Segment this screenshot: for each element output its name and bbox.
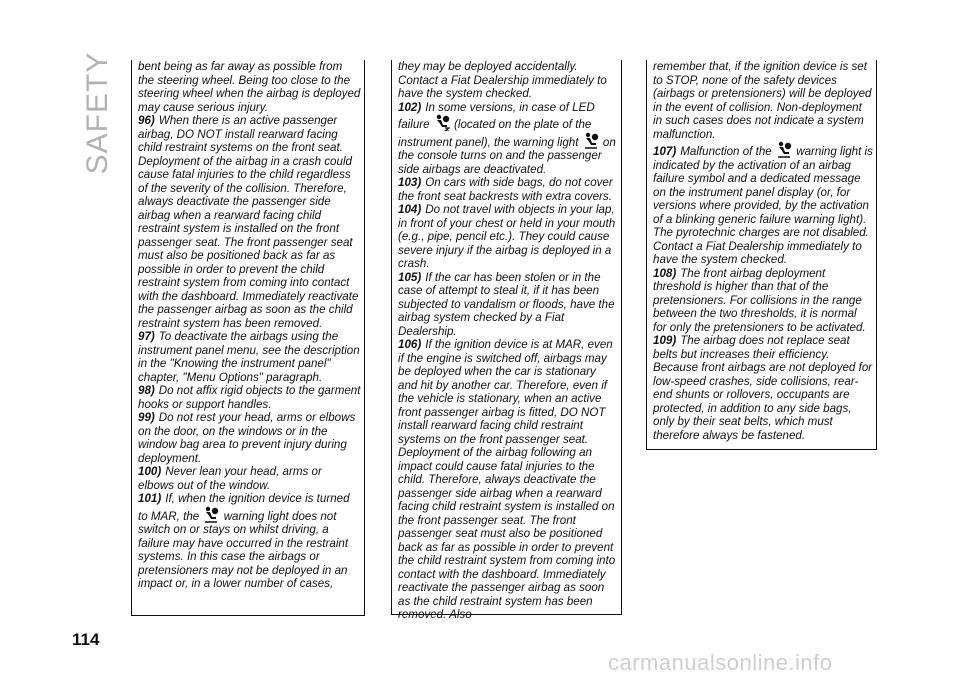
text-column-2 — [391, 60, 622, 621]
note-number: 100) — [138, 465, 162, 478]
note-99: 99) Do not rest your head, arms or elbows on the door, on the windows or in the window bag area to prevent injury during deployment. — [138, 411, 356, 465]
paragraph: they may be deployed accidentally. Contact a Fiat Dealership immediately to have the system checked. — [398, 60, 607, 100]
paragraph: bent being as far away as possible from the steering wheel. Being too close to the steering wheel when the airbag is deployed may cause serious injury. — [138, 60, 361, 114]
note-96: 96) When there is an active passenger airbag, DO NOT install rearward facing child restraint systems on the front seat. Deployment of the airbag in a crash could cause fatal injuries to the child regardless of the severity of the collision. Therefore, always deactivate the passenger side airbag when a rearward facing child restraint system is installed on the front passenger seat. The front passenger seat must also be positioned back as far as possible in order to prevent the child restraint system from coming into contact with the dashboard. Immediately reactivate the passenger airbag as soon as the child restraint system has been removed. — [138, 114, 359, 330]
note-number: 103) — [398, 176, 422, 189]
note-98: 98) Do not affix rigid objects to the garment hooks or support handles. — [138, 384, 361, 411]
note-number: 96) — [138, 114, 155, 127]
note-106: 106) If the ignition device is at MAR, even if the engine is switched off, airbags may be deployed when the car is stationary and hit by another car. Therefore, even if the vehicle is stationary, when an active front passenger airbag is fitted, DO NOT install rearward facing child restraint systems on the front passenger seat. Deployment of the airbag following an impact could cause fatal injuries to the child. Therefore, always deactivate the passenger side airbag when a rearward facing child restraint system is installed on the front passenger seat. The front passenger seat must also be positioned back as far as possible in order to prevent the child restraint system from coming into contact with the dashboard. Immediately reactivate the passenger airbag as soon as the child restraint system has been removed. Also — [398, 338, 616, 621]
page-number: 114 — [72, 630, 100, 649]
note-number: 102) — [398, 100, 422, 114]
note-108: 108) The front airbag deployment threshold is higher than that of the pretensioners. For collisions in the range between the two thresholds, it is normal for only the pretensioners to be activated. — [653, 266, 866, 334]
note-105: 105) If the car has been stolen or in the case of attempt to steal it, if it has been subjected to vandalism or floods, have the airbag system checked by a Fiat Dealership. — [398, 270, 615, 338]
airbag-warning-icon — [203, 506, 219, 523]
note-100: 100) Never lean your head, arms or elbows out of the window. — [138, 465, 322, 492]
text-column-1 — [131, 60, 365, 616]
note-number: 97) — [138, 330, 155, 343]
note-102: 102) In some versions, in case of LED failure (located on the plate of the instrument panel), the warning light on the console turns on and the passenger side airbags are deactivated. — [398, 100, 616, 176]
note-97: 97) To deactivate the airbags using the instrument panel menu, see the description in the "Knowing the instrument panel" chapter, "Menu Options" paragraph. — [138, 330, 360, 384]
airbag-warning-icon — [776, 141, 792, 158]
text-column-3 — [646, 60, 877, 450]
note-number: 104) — [398, 203, 422, 216]
note-103: 103) On cars with side bags, do not cover the front seat backrests with extra covers. — [398, 176, 613, 203]
section-title-text: SAFETY — [81, 51, 114, 175]
note-109: 109) The airbag does not replace seat belts but increases their efficiency. Because front airbags are not deployed for low-speed crashes, side collisions, rear-end shunts or rollovers, occupants are protected, in addition to any side bags, only by their seat belts, which must therefore always be fastened. — [653, 334, 873, 442]
note-number: 105) — [398, 270, 422, 284]
paragraph: remember that, if the ignition device is set to STOP, none of the safety devices (airbags or pretensioners) will be deployed in the event of collision. Non-deployment in such cases does not indicate a system malfunction. — [653, 60, 872, 141]
note-number: 109) — [653, 334, 677, 347]
note-101: 101) If, when the ignition device is turned to MAR, the warning light does not switch on or stays on whilst driving, a failure may have occurred in the restraint systems. In this case the airbags or pretensioners may not be deployed in an impact or, in a lower number of cases, — [138, 492, 350, 590]
note-number: 106) — [398, 338, 422, 351]
note-number: 107) — [653, 145, 677, 158]
note-number: 108) — [653, 266, 677, 280]
airbag-warning-icon — [583, 132, 599, 149]
note-number: 98) — [138, 384, 155, 397]
note-number: 99) — [138, 411, 155, 424]
watermark: carmanualsonline.info — [608, 650, 833, 675]
note-107: 107) Malfunction of the warning light is indicated by the activation of an airbag failure symbol and a dedicated message on the instrument panel display (or, for versions where provided, by the activation of a blinking generic failure warning light). The pyrotechnic charges are not disabled. Contact a Fiat Dealership immediately to have the system checked. — [653, 141, 873, 267]
section-title — [80, 51, 116, 175]
note-number: 101) — [138, 492, 162, 505]
passenger-airbag-off-icon — [434, 114, 450, 131]
note-104: 104) Do not travel with objects in your lap, in front of your chest or held in your mouth (e.g., pipe, pencil etc.). They could cause severe injury if the airbag is deployed in a crash. — [398, 203, 616, 270]
